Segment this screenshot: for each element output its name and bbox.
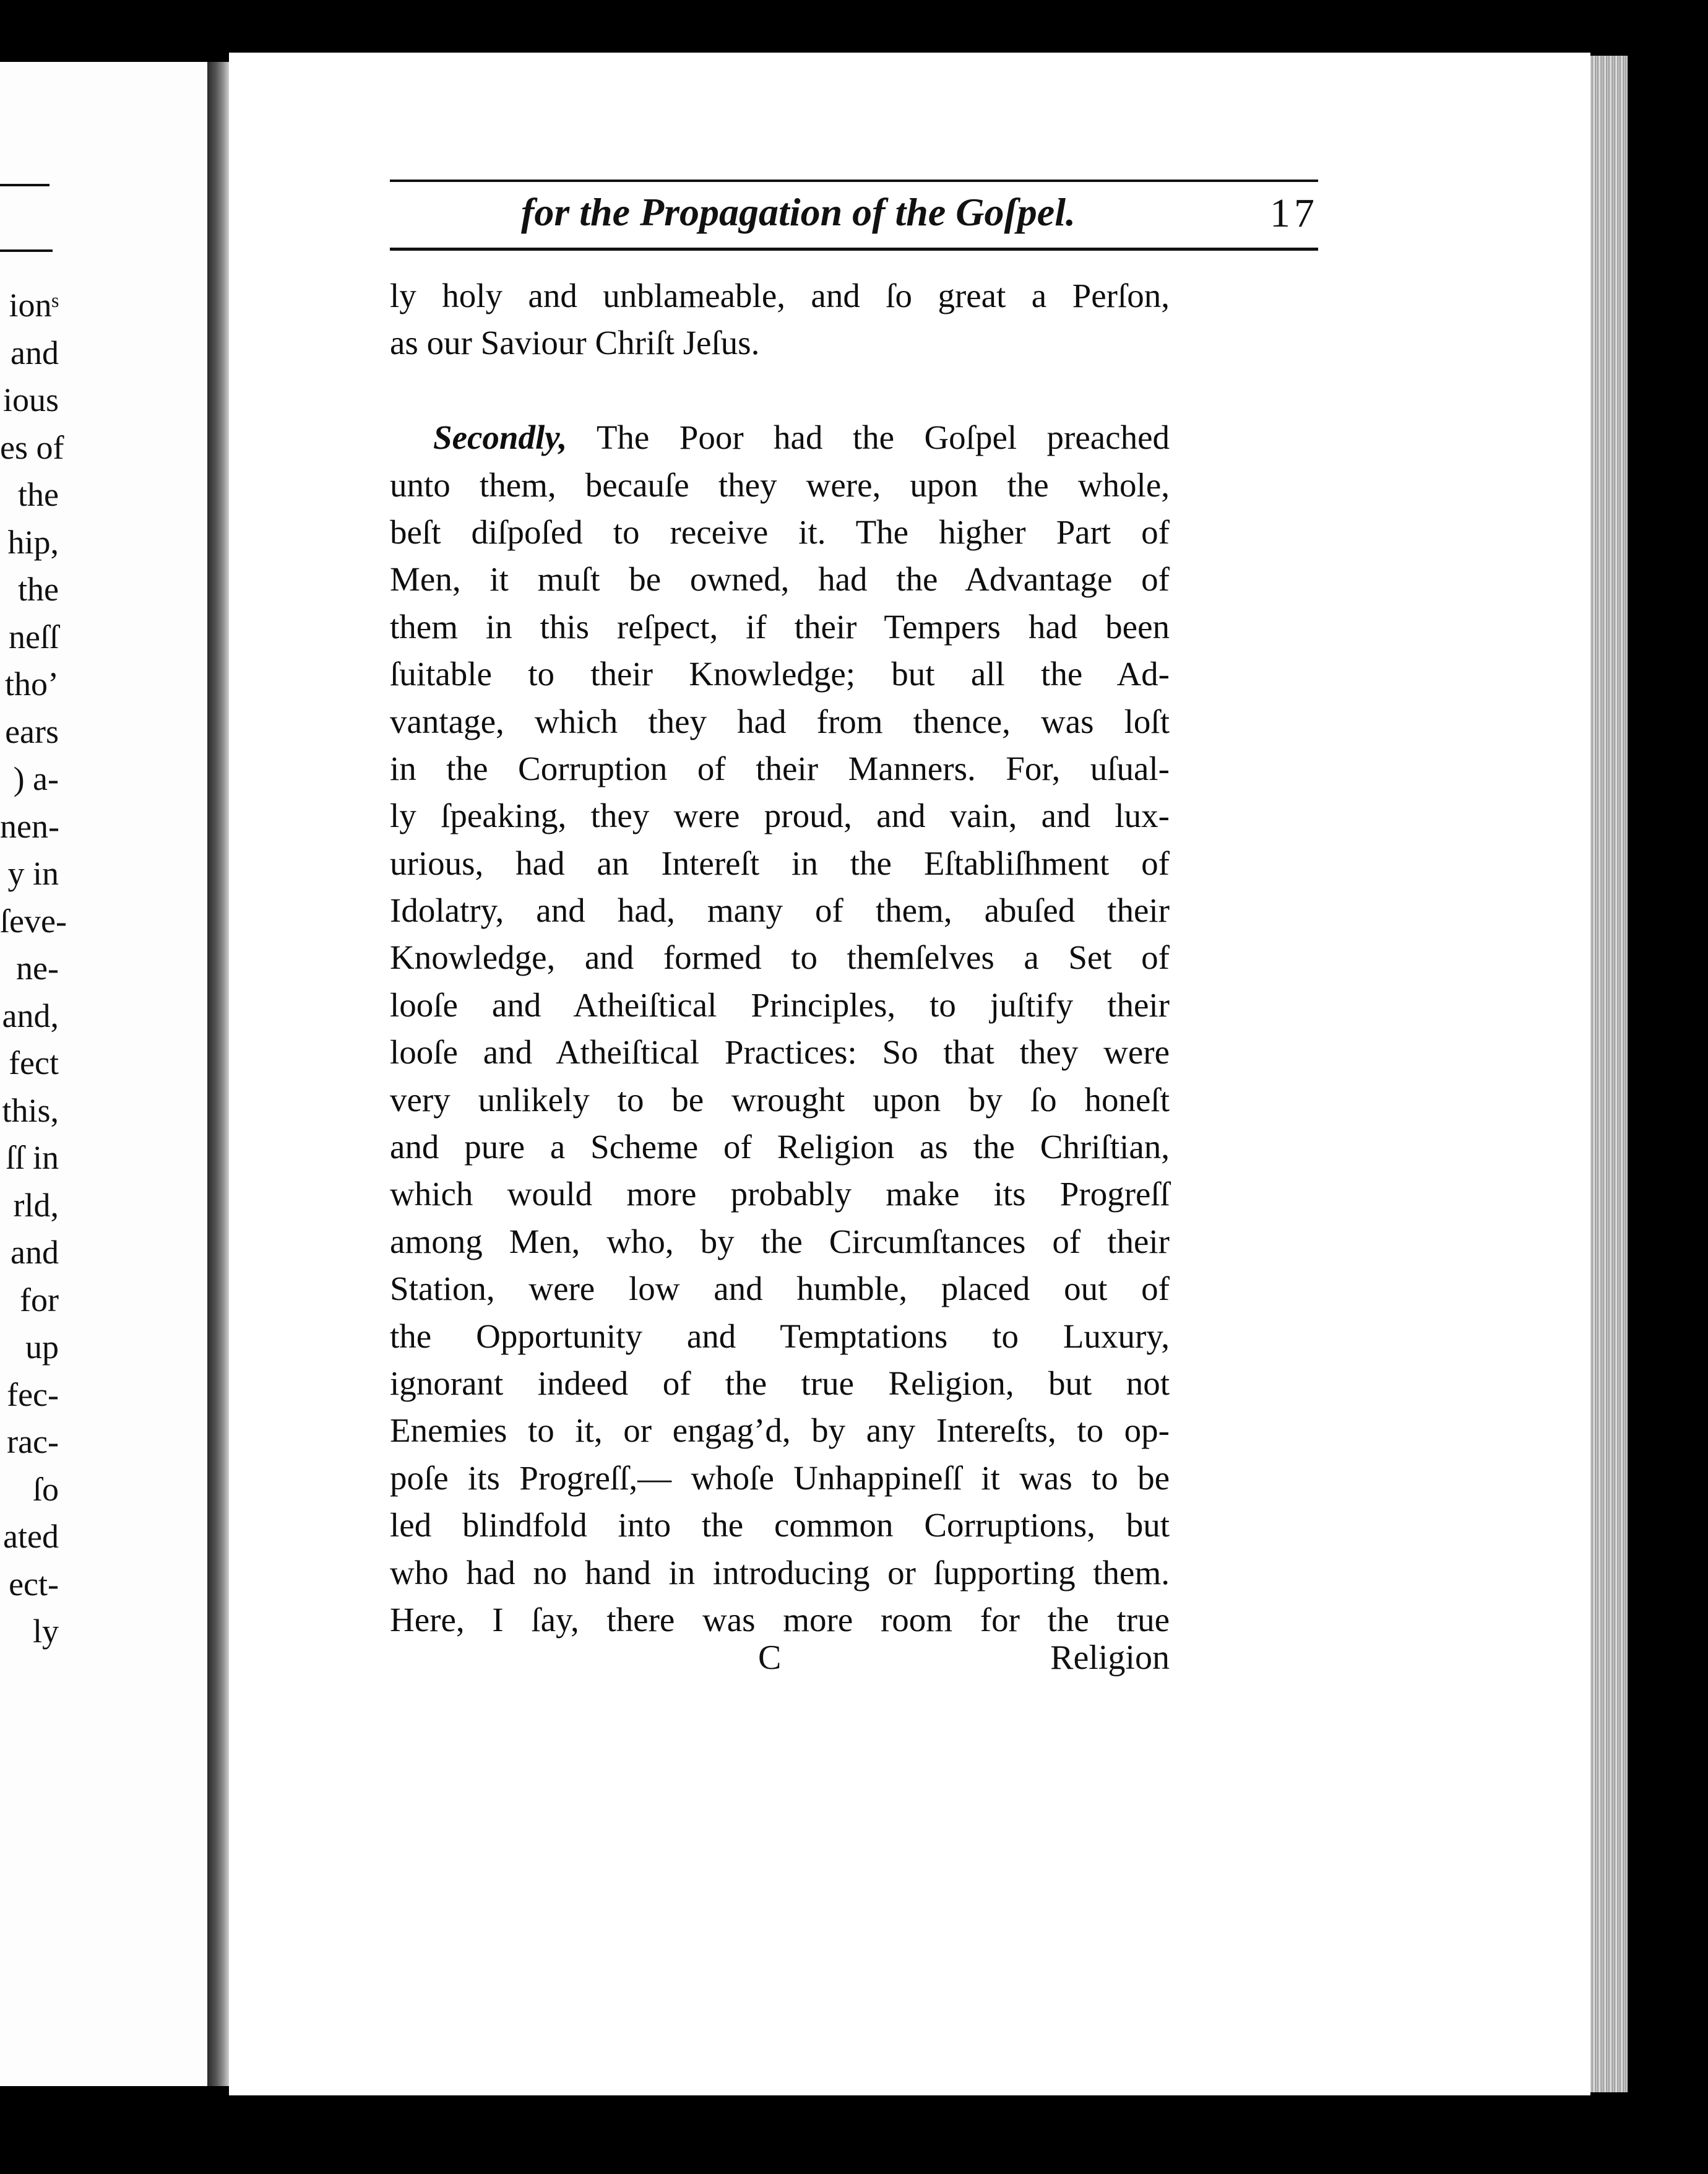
left-line: and,: [2, 997, 59, 1034]
left-line: and: [11, 1234, 59, 1271]
left-line: ſo: [32, 1470, 59, 1508]
text-line: Knowledge, and formed to themſelves a Set of: [390, 938, 1170, 977]
left-line: fect: [9, 1044, 59, 1081]
left-page-fragment: [0, 62, 207, 2086]
text-line: Men, it muſt be owned, had the Advantage of: [390, 560, 1170, 599]
left-line: ſeve-: [0, 902, 67, 940]
paragraph-gap: [390, 367, 1170, 414]
left-line: ect-: [9, 1565, 59, 1603]
text-line: Station, were low and humble, placed out of: [390, 1270, 1170, 1308]
text-line: as our Saviour Chriſt Jeſus.: [390, 324, 760, 362]
text-line: which would more probably make its Progreſſ: [390, 1175, 1170, 1213]
left-line: hip,: [7, 523, 59, 561]
left-line: tho’: [5, 665, 59, 703]
text-line: ly ſpeaking, they were proud, and vain, and lux-: [390, 797, 1170, 835]
left-line: ſſ in: [6, 1139, 59, 1176]
left-line: fec-: [7, 1375, 59, 1413]
left-line: es of: [0, 428, 64, 466]
running-head: [390, 180, 1318, 248]
text-line: [390, 414, 1170, 461]
left-line: y in: [7, 855, 59, 892]
text-line: Here, I ſay, there was more room for the true: [390, 1600, 1170, 1639]
text-line: very unlikely to be wrought upon by ſo honeſt: [390, 1080, 1170, 1119]
text-line: and pure a Scheme of Religion as the Chriſtian,: [390, 1128, 1170, 1166]
text-line: unto them, becauſe they were, upon the whole,: [390, 466, 1170, 504]
text-line: in the Corruption of their Manners. For, uſual-: [390, 749, 1170, 787]
text-line: them in this reſpect, if their Tempers had been: [390, 607, 1170, 646]
text-line: led blindfold into the common Corruptions, but: [390, 1506, 1170, 1544]
text-line: ly holy and unblameable, and ſo great a Perſon,: [390, 277, 1170, 314]
left-line: ious: [2, 381, 59, 418]
left-line: for: [20, 1281, 59, 1319]
text-line: poſe its Progreſſ,— whoſe Unhappineſſ it was to be: [390, 1458, 1170, 1497]
text-line: urious, had an Intereſt in the Eſtabliſhment of: [390, 844, 1170, 882]
left-line: up: [25, 1328, 59, 1366]
text-line: the Opportunity and Temptations to Luxury,: [390, 1317, 1170, 1355]
text-line: looſe and Atheiſtical Practices: So that they were: [390, 1033, 1170, 1072]
left-line: ears: [5, 712, 59, 750]
left-line: ne-: [16, 950, 59, 987]
catchword: Religion: [1050, 1639, 1170, 1677]
text-line: looſe and Atheiſtical Principles, to juſtify their: [390, 985, 1170, 1024]
body-text: [390, 272, 1170, 1643]
left-line: nen-: [0, 807, 59, 845]
text-line: Idolatry, and had, many of them, abuſed their: [390, 891, 1170, 930]
running-title: for the Propagation of the Goſpel.: [521, 190, 1076, 234]
text-line: ſuitable to their Knowledge; but all the Ad-: [390, 655, 1170, 693]
text-line: ignorant indeed of the true Religion, but not: [390, 1364, 1170, 1402]
text-line: who had no hand in introducing or ſupporting them.: [390, 1553, 1170, 1592]
left-page-rule-top: [0, 184, 50, 186]
lead-word: Secondly,: [433, 418, 567, 457]
text-line: beſt diſpoſed to receive it. The higher Part of: [390, 513, 1170, 551]
running-head-rule-bottom: [390, 248, 1318, 251]
left-line: this,: [2, 1091, 59, 1129]
left-line: ly: [32, 1613, 59, 1650]
text-line: Enemies to it, or engag’d, by any Intereſts, to op-: [390, 1411, 1170, 1450]
left-line: and: [11, 334, 59, 371]
book-gutter: [207, 62, 229, 2086]
left-line: ) a-: [13, 760, 59, 797]
text-line-rest: The Poor had the Goſpel preached: [596, 418, 1170, 457]
left-line: rld,: [13, 1186, 59, 1224]
left-line: the: [18, 571, 59, 608]
page-edges: [1590, 56, 1628, 2092]
left-page-line-endings: [0, 282, 67, 1655]
left-page-rule-bottom: [0, 249, 53, 252]
left-line: neſſ: [9, 618, 59, 656]
left-line: ionˢ: [9, 287, 59, 324]
left-line: the: [18, 476, 59, 513]
text-line: vantage, which they had from thence, was loſt: [390, 702, 1170, 740]
signature-mark: C: [758, 1639, 782, 1677]
text-line: among Men, who, by the Circumſtances of their: [390, 1222, 1170, 1260]
left-line: ated: [3, 1518, 59, 1555]
page-number: 17: [1270, 191, 1318, 236]
left-line: rac-: [7, 1423, 59, 1460]
